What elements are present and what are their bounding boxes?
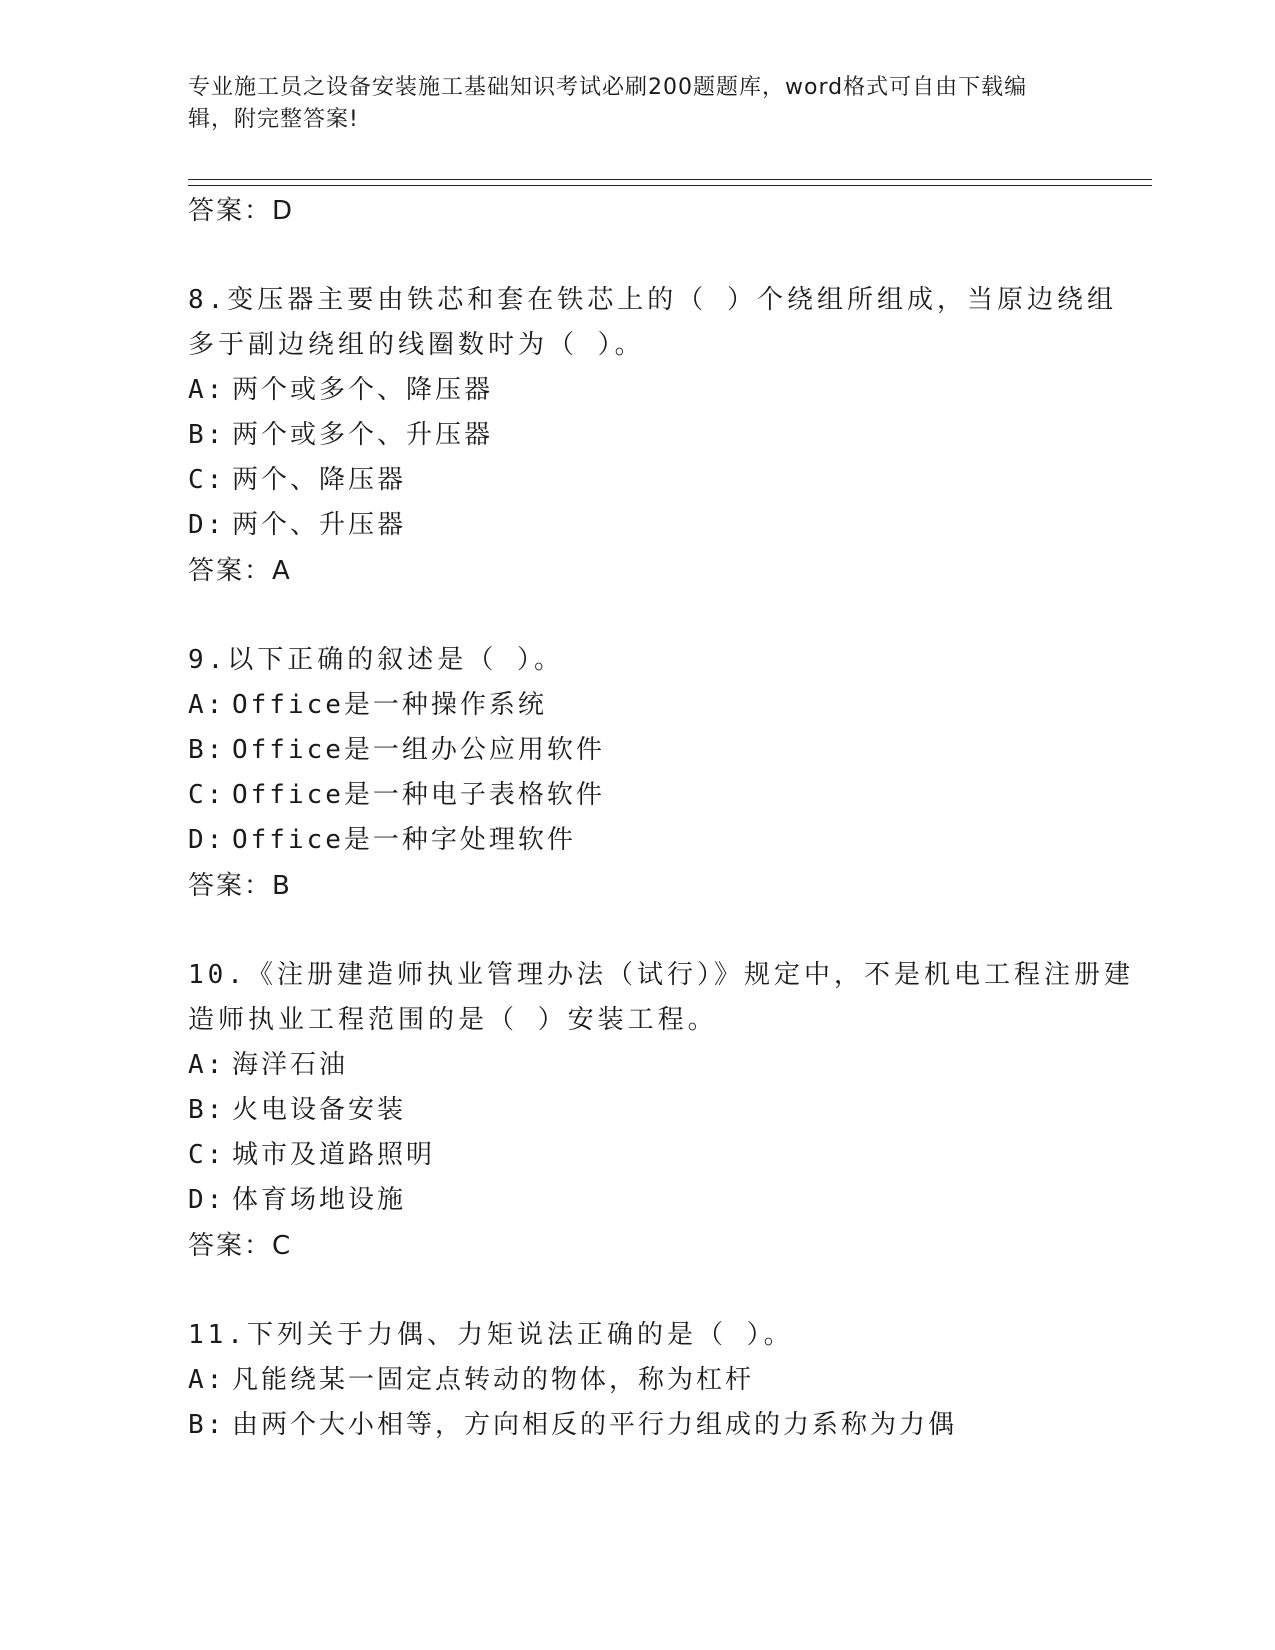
question-10 <box>188 953 1138 1269</box>
option-text: Office是一组办公应用软件 <box>232 735 605 765</box>
option-text: 由两个大小相等，方向相反的平行力组成的力系称为力偶 <box>232 1410 958 1440</box>
option-letter: A: <box>188 1365 226 1395</box>
option-a <box>188 1043 1138 1088</box>
option-text: 两个、升压器 <box>232 510 407 540</box>
option-c <box>188 458 1138 503</box>
option-letter: B: <box>188 1410 226 1440</box>
option-letter: A: <box>188 1050 226 1080</box>
option-text: 两个、降压器 <box>232 465 407 495</box>
header-divider-top <box>188 179 1152 180</box>
option-letter: B: <box>188 1095 226 1125</box>
option-text: Office是一种字处理软件 <box>232 825 576 855</box>
option-letter: B: <box>188 420 226 450</box>
option-text: 凡能绕某一固定点转动的物体，称为杠杆 <box>232 1365 755 1395</box>
option-text: 火电设备安装 <box>232 1095 407 1125</box>
option-a <box>188 683 1138 728</box>
option-d <box>188 1178 1138 1223</box>
option-letter: D: <box>188 510 226 540</box>
header-divider-bottom <box>188 185 1152 186</box>
option-d <box>188 503 1138 548</box>
option-text: 体育场地设施 <box>232 1185 407 1215</box>
option-letter: D: <box>188 1185 226 1215</box>
question-text: 9.以下正确的叙述是（ ）。 <box>188 645 564 675</box>
option-d <box>188 818 1138 863</box>
option-letter: B: <box>188 735 226 765</box>
option-b <box>188 1088 1138 1133</box>
document-title: 专业施工员之设备安装施工基础知识考试必刷200题题库，word格式可自由下载编辑，附完整答案! <box>188 75 1028 132</box>
question-list <box>188 188 1138 1448</box>
answer: 答案：B <box>188 871 292 901</box>
option-text: 城市及道路照明 <box>232 1140 436 1170</box>
option-text: Office是一种电子表格软件 <box>232 780 605 810</box>
option-a <box>188 1358 1138 1403</box>
option-letter: A: <box>188 690 226 720</box>
option-b <box>188 1403 1138 1448</box>
option-text: 两个或多个、升压器 <box>232 420 494 450</box>
option-text: Office是一种操作系统 <box>232 690 547 720</box>
option-c <box>188 773 1138 818</box>
option-letter: D: <box>188 825 226 855</box>
option-b <box>188 728 1138 773</box>
question-text: 10.《注册建造师执业管理办法（试行）》规定中，不是机电工程注册建造师执业工程范围的是（ ）安装工程。 <box>188 960 1134 1035</box>
option-letter: C: <box>188 780 226 810</box>
option-text: 海洋石油 <box>232 1050 349 1080</box>
question-9 <box>188 638 1138 909</box>
question-11 <box>188 1313 1138 1448</box>
option-b <box>188 413 1138 458</box>
question-text: 11.下列关于力偶、力矩说法正确的是（ ）。 <box>188 1320 794 1350</box>
previous-answer: 答案：D <box>188 196 295 226</box>
option-letter: C: <box>188 465 226 495</box>
option-letter: A: <box>188 375 226 405</box>
option-text: 两个或多个、降压器 <box>232 375 494 405</box>
option-c <box>188 1133 1138 1178</box>
question-text: 8.变压器主要由铁芯和套在铁芯上的（ ）个绕组所组成，当原边绕组多于副边绕组的线圈数时为（ ）。 <box>188 285 1117 360</box>
answer: 答案：A <box>188 556 292 586</box>
answer: 答案：C <box>188 1231 293 1261</box>
option-a <box>188 368 1138 413</box>
option-letter: C: <box>188 1140 226 1170</box>
question-8 <box>188 278 1138 594</box>
